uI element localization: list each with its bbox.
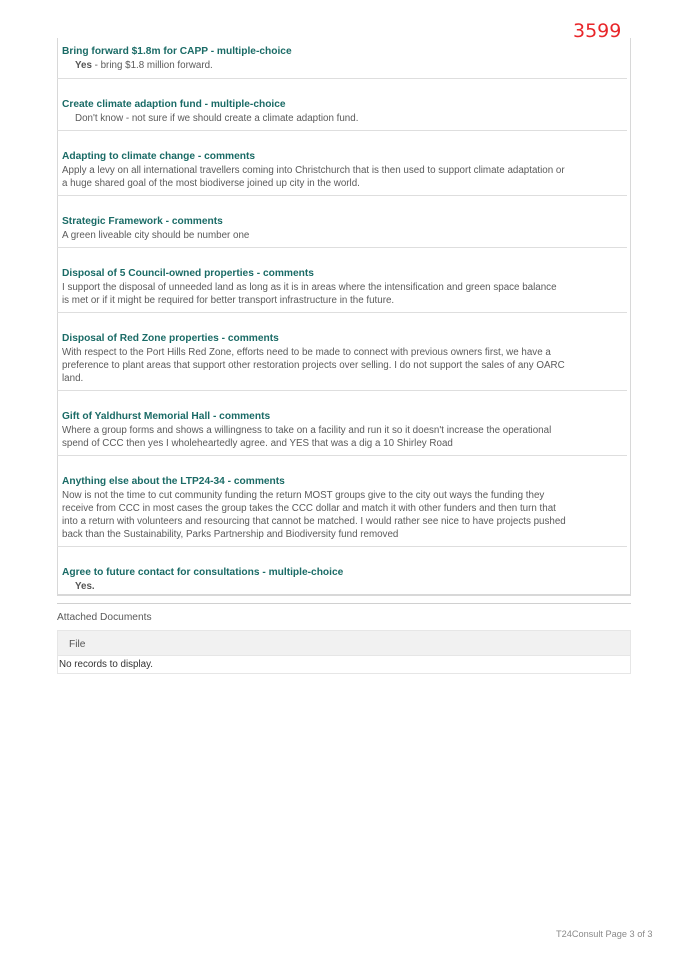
file-column-label: File [69, 639, 86, 650]
answer-line: Apply a levy on all international travellers coming into Christchurch that is then used to support climate adaptation or [62, 165, 565, 176]
answer-line: receive from CCC in most cases the group takes the CCC dollar and match it with other funders and then turn that [62, 503, 556, 514]
answer-line: A green liveable city should be number one [62, 230, 250, 241]
answer-choice: Yes. [75, 581, 95, 592]
file-column-header[interactable] [57, 630, 631, 656]
question-answer: Don't know - not sure if we should create a climate adaption fund. [75, 113, 359, 124]
question-title: Create climate adaption fund - multiple-choice [62, 99, 286, 110]
question-answer [62, 229, 568, 242]
answer-line: preference to plant areas that support other restoration projects over selling. I do not support the sales of any OARC [62, 360, 565, 371]
question-answer [62, 164, 568, 190]
separator [57, 247, 627, 248]
attached-documents-title: Attached Documents [57, 612, 152, 623]
page-footer: T24Consult Page 3 of 3 [556, 929, 653, 939]
answer-line: land. [62, 373, 84, 384]
question-answer [62, 281, 568, 307]
answer-line: is met or if it might be required for better transport infrastructure in the future. [62, 295, 395, 306]
answer-line: With respect to the Port Hills Red Zone, efforts need to be made to connect with previous owners first, we have a [62, 347, 551, 358]
question-title: Anything else about the LTP24-34 - comments [62, 476, 285, 487]
answer-line: a huge shared goal of the most biodiverse joined up city in the world. [62, 178, 360, 189]
question-title: Strategic Framework - comments [62, 216, 223, 227]
page-number: 3599 [573, 20, 622, 42]
empty-records-row [57, 656, 631, 674]
separator [57, 390, 627, 391]
separator [57, 195, 627, 196]
question-title: Disposal of 5 Council-owned properties - comments [62, 268, 314, 279]
question-answer [75, 59, 213, 72]
separator [57, 130, 627, 131]
answer-line: back than the Sustainability, Parks Partnership and Biodiversity fund removed [62, 529, 399, 540]
question-answer [75, 580, 95, 593]
answer-line: spend of CCC then yes I wholeheartedly agree. and YES that was a dig a 10 Shirley Road [62, 438, 453, 449]
answer-choice: Yes [75, 60, 92, 71]
answer-line: Where a group forms and shows a willingness to take on a facility and run it so it doesn't increase the operational [62, 425, 552, 436]
separator [57, 455, 627, 456]
question-title: Agree to future contact for consultations - multiple-choice [62, 567, 344, 578]
question-title: Bring forward $1.8m for CAPP - multiple-choice [62, 46, 292, 57]
section-divider [57, 603, 631, 604]
separator [57, 546, 627, 547]
question-answer [62, 424, 568, 450]
separator [57, 78, 627, 79]
answer-text: - bring $1.8 million forward. [91, 60, 213, 71]
question-title: Gift of Yaldhurst Memorial Hall - comments [62, 411, 271, 422]
no-records-text: No records to display. [59, 659, 154, 670]
separator [57, 312, 627, 313]
question-title: Disposal of Red Zone properties - comments [62, 333, 279, 344]
question-title: Adapting to climate change - comments [62, 151, 256, 162]
answer-line: I support the disposal of unneeded land as long as it is in areas where the intensification and green space balance [62, 282, 557, 293]
answer-line: into a return with volunteers and resourcing that cannot be matched. I would rather see nice to have projects pushed [62, 516, 566, 527]
question-answer [62, 489, 568, 541]
answer-line: Now is not the time to cut community funding the return MOST groups give to the city out ways the funding they [62, 490, 545, 501]
question-answer [62, 346, 568, 385]
